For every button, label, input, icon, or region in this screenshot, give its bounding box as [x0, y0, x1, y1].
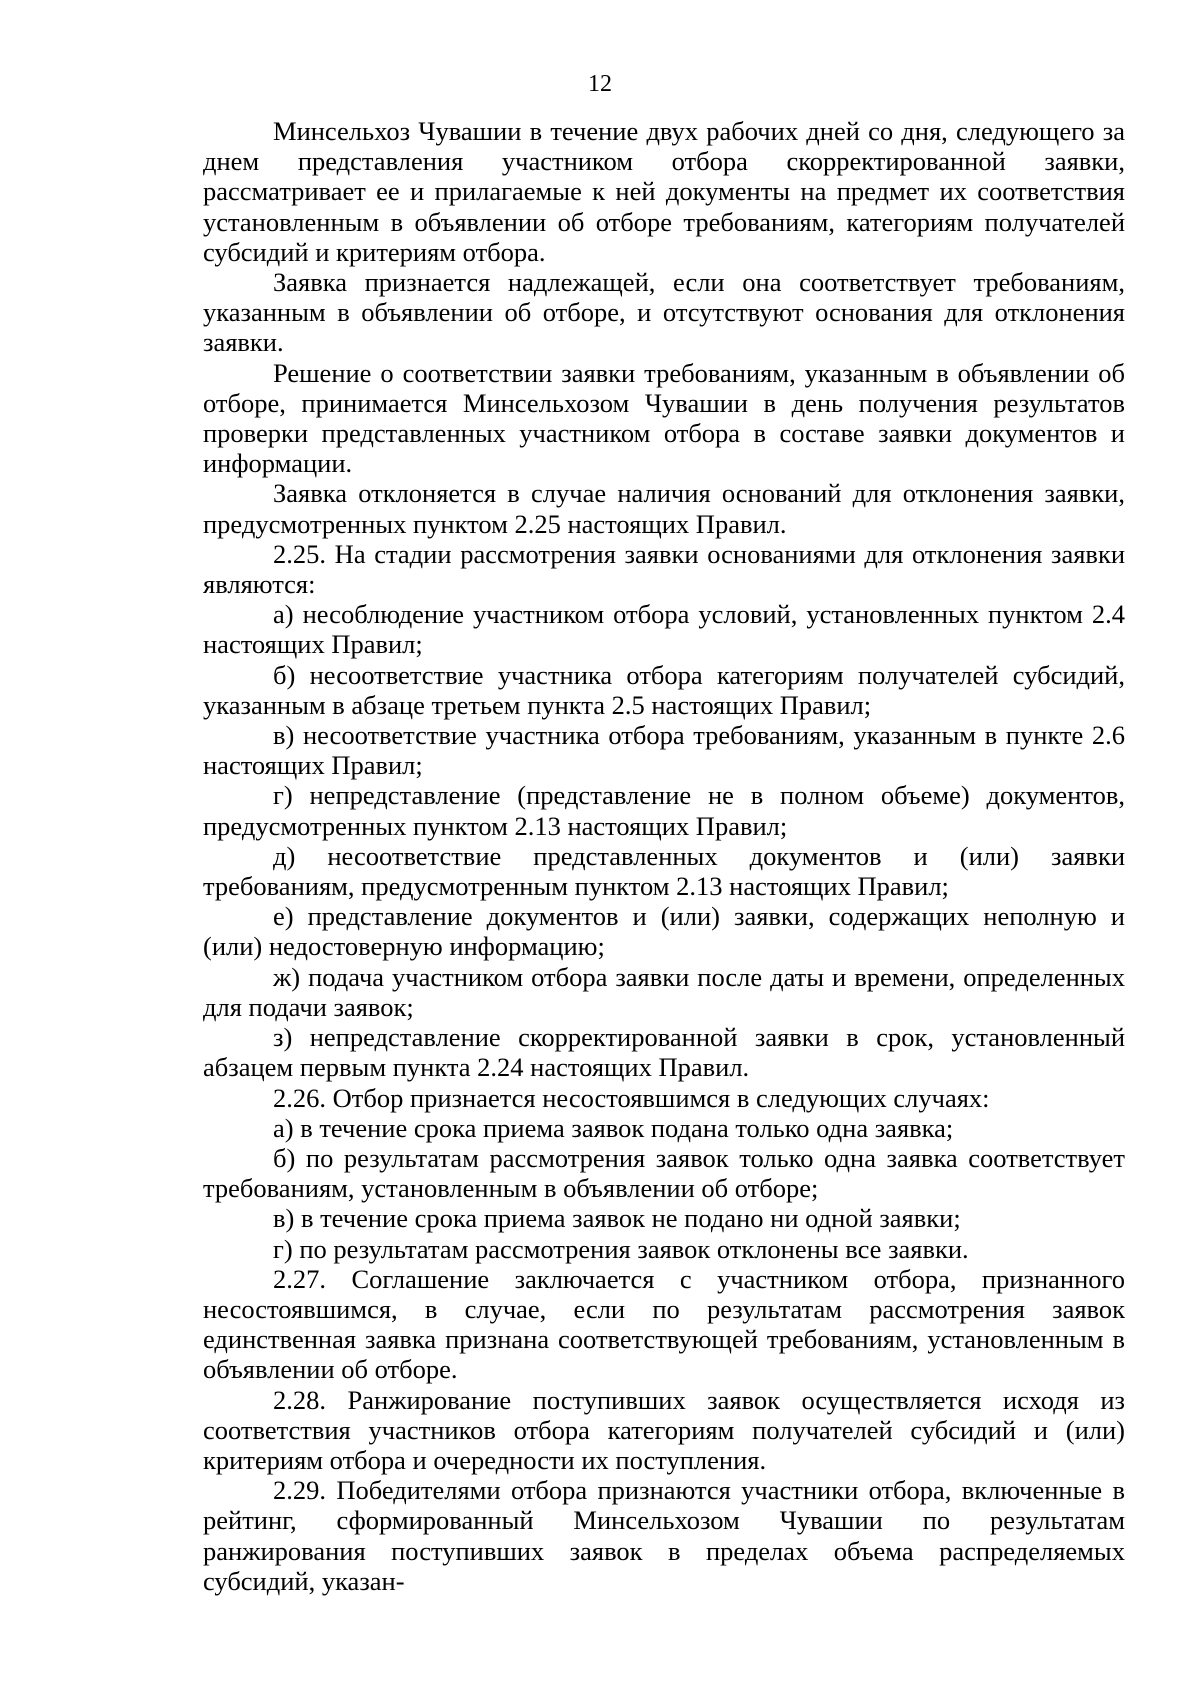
paragraph: Минсельхоз Чувашии в течение двух рабочих дней со дня, следующего за днем представления участником отбора скорректированной заявки, рассматривает ее и прилагаемые к ней документы на предмет их соответствия установленным в объявлении об отборе требованиям, категориям получателей субсидий и критериям отбора.	[203, 116, 1125, 267]
list-item: а) в течение срока приема заявок подана только одна заявка;	[273, 1112, 954, 1143]
list-item: ж) подача участником отбора заявки после даты и времени, определенных для подачи заявок;	[203, 961, 1125, 1022]
paragraph: Заявка признается надлежащей, если она соответствует требованиям, указанным в объявлении об отборе, и отсутствуют основания для отклонения заявки.	[203, 267, 1125, 358]
paragraph: 2.28. Ранжирование поступивших заявок осуществляется исходя из соответствия участников отбора категориям получателей субсидий и (или) критериям отбора и очередности их поступления.	[203, 1384, 1125, 1475]
list-item: е) представление документов и (или) заявки, содержащих неполную и (или) недостоверную информацию;	[203, 901, 1125, 962]
page-number: 12	[588, 71, 612, 97]
paragraph: Заявка отклоняется в случае наличия оснований для отклонения заявки, предусмотренных пунктом 2.25 настоящих Правил.	[203, 478, 1125, 539]
body-text	[203, 116, 1125, 1596]
paragraph: 2.27. Соглашение заключается с участником отбора, признанного несостоявшимся, в случае, если по результатам рассмотрения заявок единственная заявка признана соответствующей требованиям, установленным в объявлении об отборе.	[203, 1263, 1125, 1385]
list-item: з) непредставление скорректированной заявки в срок, установленный абзацем первым пункта 2.24 настоящих Правил.	[203, 1022, 1125, 1083]
list-item: г) по результатам рассмотрения заявок отклонены все заявки.	[273, 1233, 969, 1264]
list-item: д) несоответствие представленных документов и (или) заявки требованиям, предусмотренным пунктом 2.13 настоящих Правил;	[203, 840, 1125, 902]
list-item: а) несоблюдение участником отбора условий, установленных пунктом 2.4 настоящих Правил;	[203, 599, 1125, 660]
list-item: б) по результатам рассмотрения заявок только одна заявка соответствует требованиям, установленным в объявлении об отборе;	[203, 1142, 1125, 1204]
list-item: г) непредставление (представление не в полном объеме) документов, предусмотренных пунктом 2.13 настоящих Правил;	[203, 780, 1125, 841]
list-item: в) в течение срока приема заявок не подано ни одной заявки;	[273, 1203, 961, 1234]
list-item: в) несоответствие участника отбора требованиям, указанным в пункте 2.6 настоящих Правил;	[203, 720, 1125, 781]
paragraph: Решение о соответствии заявки требованиям, указанным в объявлении об отборе, принимается Минсельхозом Чувашии в день получения результатов проверки представленных участником отбора в составе заявки документов и информации.	[203, 357, 1125, 479]
paragraph: 2.29. Победителями отбора признаются участники отбора, включенные в рейтинг, сформированный Минсельхозом Чувашии по результатам ранжирования поступивших заявок в пределах объема распределяемых субсидий, указан-	[203, 1475, 1125, 1596]
paragraph: 2.26. Отбор признается несостоявшимся в следующих случаях:	[273, 1082, 990, 1113]
paragraph: 2.25. На стадии рассмотрения заявки основаниями для отклонения заявки являются:	[203, 538, 1125, 600]
list-item: б) несоответствие участника отбора категориям получателей субсидий, указанным в абзаце третьем пункта 2.5 настоящих Правил;	[203, 659, 1125, 720]
